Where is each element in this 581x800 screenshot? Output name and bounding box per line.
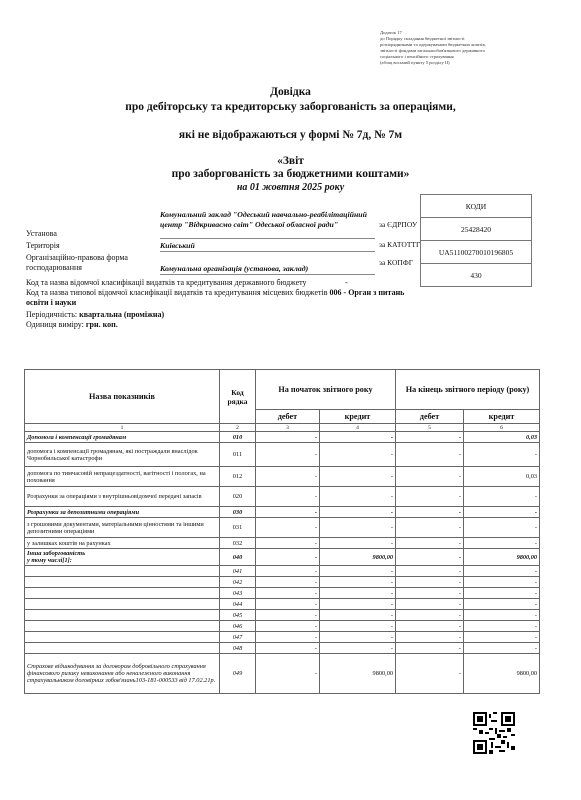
table-row <box>25 549 540 566</box>
end-debit: - <box>396 632 464 643</box>
report-title: «Звіт <box>277 155 304 167</box>
katottg-code: UA51100270010196805 <box>421 241 532 264</box>
row-name: Страхове відшкодування за договором добровільного страхування фінансового ризику невиконання або неналежного виконання страхувальником договірних зобов'язань103-181-000533 від 17.02.21р. <box>25 654 220 694</box>
row-code: 045 <box>220 610 256 621</box>
row-code: 040 <box>220 549 256 566</box>
territory-label: Територія <box>26 241 60 250</box>
start-credit: - <box>320 566 396 577</box>
end-credit: - <box>464 632 540 643</box>
start-credit: - <box>320 621 396 632</box>
annex-line: Додаток 17 <box>380 30 402 35</box>
start-debit: - <box>256 588 320 599</box>
end-debit: - <box>396 577 464 588</box>
table-row <box>25 443 540 467</box>
start-credit: - <box>320 467 396 487</box>
start-credit: - <box>320 432 396 443</box>
end-credit: 9800,00 <box>464 549 540 566</box>
row-name <box>25 599 220 610</box>
end-credit: 9800,00 <box>464 654 540 694</box>
kopfg-label: за КОПФГ <box>379 258 414 267</box>
table-row <box>25 467 540 487</box>
kvk-value: - <box>345 278 348 287</box>
start-credit: - <box>320 443 396 467</box>
start-credit: 9800,00 <box>320 549 396 566</box>
row-name: допомога по тимчасовій непрацездатності, вагітності і пологах, на поховання <box>25 467 220 487</box>
start-debit: - <box>256 518 320 538</box>
periodicity-line <box>26 310 164 319</box>
header-debit: дебет <box>396 410 464 424</box>
start-credit: - <box>320 599 396 610</box>
row-name <box>25 632 220 643</box>
header-start: На початок звітного року <box>256 370 396 410</box>
end-credit: - <box>464 621 540 632</box>
row-code: 049 <box>220 654 256 694</box>
row-name: Допомога і компенсації громадянам <box>25 432 220 443</box>
end-credit: - <box>464 588 540 599</box>
end-debit: - <box>396 432 464 443</box>
table-row <box>25 487 540 507</box>
row-code: 041 <box>220 566 256 577</box>
start-credit: 9800,00 <box>320 654 396 694</box>
start-credit: - <box>320 538 396 549</box>
col-number: 2 <box>220 424 256 432</box>
org-form-label: Організаційно-правова форма господарювання <box>26 253 128 272</box>
periodicity-value: квартальна (проміжна) <box>79 310 165 319</box>
start-debit: - <box>256 487 320 507</box>
start-credit: - <box>320 518 396 538</box>
end-credit: - <box>464 610 540 621</box>
header-name: Назва показників <box>25 370 220 424</box>
header-credit: кредит <box>464 410 540 424</box>
codes-table <box>420 194 532 287</box>
start-credit: - <box>320 643 396 654</box>
institution-value: Комунальний заклад "Одеський навчально-реабілітаційний центр "Відкриваємо світ" Одеської обласної ради" <box>160 210 367 229</box>
end-debit: - <box>396 467 464 487</box>
territory-value: Київський <box>160 241 195 250</box>
col-number: 5 <box>396 424 464 432</box>
row-name: у залишках коштів на рахунках <box>25 538 220 549</box>
start-debit: - <box>256 654 320 694</box>
end-credit: - <box>464 518 540 538</box>
start-debit: - <box>256 577 320 588</box>
row-name: Розрахунки за операціями з внутрішньовідомчої передачі запасів <box>25 487 220 507</box>
table-row <box>25 518 540 538</box>
start-credit: - <box>320 577 396 588</box>
end-credit: - <box>464 443 540 467</box>
row-code: 030 <box>220 507 256 518</box>
end-credit: - <box>464 507 540 518</box>
org-form-value: Комунальна організація (установа, заклад) <box>160 264 309 273</box>
col-number: 4 <box>320 424 396 432</box>
row-code: 046 <box>220 621 256 632</box>
row-name: Розрахунки за депозитними операціями <box>25 507 220 518</box>
end-debit: - <box>396 621 464 632</box>
unit-line <box>26 320 118 329</box>
start-debit: - <box>256 467 320 487</box>
table-row <box>25 577 540 588</box>
debt-table <box>24 369 540 694</box>
end-debit: - <box>396 443 464 467</box>
doc-title: Довідка <box>270 86 311 98</box>
start-debit: - <box>256 507 320 518</box>
row-code: 011 <box>220 443 256 467</box>
end-debit: - <box>396 599 464 610</box>
header-credit: кредит <box>320 410 396 424</box>
doc-subtitle-forms: які не відображаються у формі № 7д, № 7м <box>178 129 403 141</box>
table-body <box>25 432 540 694</box>
unit-value: грн. коп. <box>85 320 118 329</box>
row-code: 032 <box>220 538 256 549</box>
start-debit: - <box>256 443 320 467</box>
table-row <box>25 432 540 443</box>
end-debit: - <box>396 549 464 566</box>
end-debit: - <box>396 643 464 654</box>
start-debit: - <box>256 643 320 654</box>
end-credit: - <box>464 577 540 588</box>
row-code: 012 <box>220 467 256 487</box>
start-debit: - <box>256 538 320 549</box>
start-debit: - <box>256 632 320 643</box>
end-credit: - <box>464 643 540 654</box>
start-debit: - <box>256 599 320 610</box>
header-code: Код рядка <box>220 370 256 424</box>
doc-subtitle: про дебіторську та кредиторську заборгованість за операціями, <box>125 101 456 113</box>
end-debit: - <box>396 566 464 577</box>
start-debit: - <box>256 566 320 577</box>
annex-line: (абзац восьмий пункту 5 розділу II) <box>380 60 450 65</box>
start-credit: - <box>320 507 396 518</box>
start-credit: - <box>320 487 396 507</box>
row-code: 031 <box>220 518 256 538</box>
kopfg-code: 430 <box>421 264 532 287</box>
end-credit: 0,03 <box>464 467 540 487</box>
end-debit: - <box>396 487 464 507</box>
underline <box>160 274 375 275</box>
end-debit: - <box>396 610 464 621</box>
col-number: 1 <box>25 424 220 432</box>
annex-note <box>380 30 560 66</box>
annex-line: соціального і пенсійного страхування <box>380 54 454 59</box>
start-debit: - <box>256 432 320 443</box>
end-credit: 0,03 <box>464 432 540 443</box>
institution-label: Установа <box>26 229 57 238</box>
edrpou-label: за ЄДРПОУ <box>379 220 418 229</box>
row-name <box>25 610 220 621</box>
table-row <box>25 599 540 610</box>
row-name: Інша заборгованість у тому числі[1]: <box>25 549 220 566</box>
row-name: допомога і компенсації громадянам, які постраждали внаслідок Чорнобильської катастрофи <box>25 443 220 467</box>
table-row <box>25 538 540 549</box>
table-row <box>25 507 540 518</box>
table-row <box>25 643 540 654</box>
end-credit: - <box>464 538 540 549</box>
end-debit: - <box>396 588 464 599</box>
table-row <box>25 654 540 694</box>
start-credit: - <box>320 588 396 599</box>
tkv-value: 006 - Орган з питань освіти і науки <box>26 288 405 307</box>
qr-code-icon <box>473 712 515 754</box>
row-name: з грошовими документами, матеріальними цінностями та іншими депозитними операціями <box>25 518 220 538</box>
table-row <box>25 632 540 643</box>
underline <box>160 238 375 239</box>
start-debit: - <box>256 621 320 632</box>
edrpou-code: 25428420 <box>421 218 532 241</box>
end-debit: - <box>396 518 464 538</box>
row-code: 010 <box>220 432 256 443</box>
end-debit: - <box>396 538 464 549</box>
codes-title: КОДИ <box>421 195 532 218</box>
row-code: 020 <box>220 487 256 507</box>
start-debit: - <box>256 549 320 566</box>
row-code: 042 <box>220 577 256 588</box>
row-name <box>25 577 220 588</box>
report-subtitle: про заборгованість за бюджетними коштами» <box>171 168 410 180</box>
row-code: 043 <box>220 588 256 599</box>
underline <box>160 251 375 252</box>
tkv-line <box>26 288 426 308</box>
katottg-label: за КАТОТТГ <box>379 240 421 249</box>
row-name <box>25 566 220 577</box>
row-name <box>25 588 220 599</box>
col-number: 3 <box>256 424 320 432</box>
table-row <box>25 610 540 621</box>
start-credit: - <box>320 610 396 621</box>
table-row <box>25 588 540 599</box>
start-credit: - <box>320 632 396 643</box>
row-name <box>25 621 220 632</box>
end-credit: - <box>464 566 540 577</box>
row-code: 044 <box>220 599 256 610</box>
unit-label: Одиниця виміру: <box>26 320 84 329</box>
col-number: 6 <box>464 424 540 432</box>
table-row <box>25 566 540 577</box>
periodicity-label: Періодичність: <box>26 310 78 319</box>
annex-line: розпорядниками та одержувачами бюджетних коштів, <box>380 42 486 47</box>
header-debit: дебет <box>256 410 320 424</box>
row-name <box>25 643 220 654</box>
annex-line: звітності фондами загальнообов'язкового державного <box>380 48 485 53</box>
start-debit: - <box>256 610 320 621</box>
kvk-label: Код та назва відомчої класифікації видатків та кредитування державного бюджету <box>26 278 307 287</box>
end-debit: - <box>396 654 464 694</box>
row-code: 047 <box>220 632 256 643</box>
annex-line: до Порядку складання бюджетної звітності <box>380 36 465 41</box>
end-credit: - <box>464 599 540 610</box>
header-end: На кінець звітного періоду (року) <box>396 370 540 410</box>
tkv-label: Код та назва типової відомчої класифікації видатків та кредитування місцевих бюджетів <box>26 288 328 297</box>
report-date: на 01 жовтня 2025 року <box>236 182 345 193</box>
end-credit: - <box>464 487 540 507</box>
table-row <box>25 621 540 632</box>
row-code: 048 <box>220 643 256 654</box>
end-debit: - <box>396 507 464 518</box>
